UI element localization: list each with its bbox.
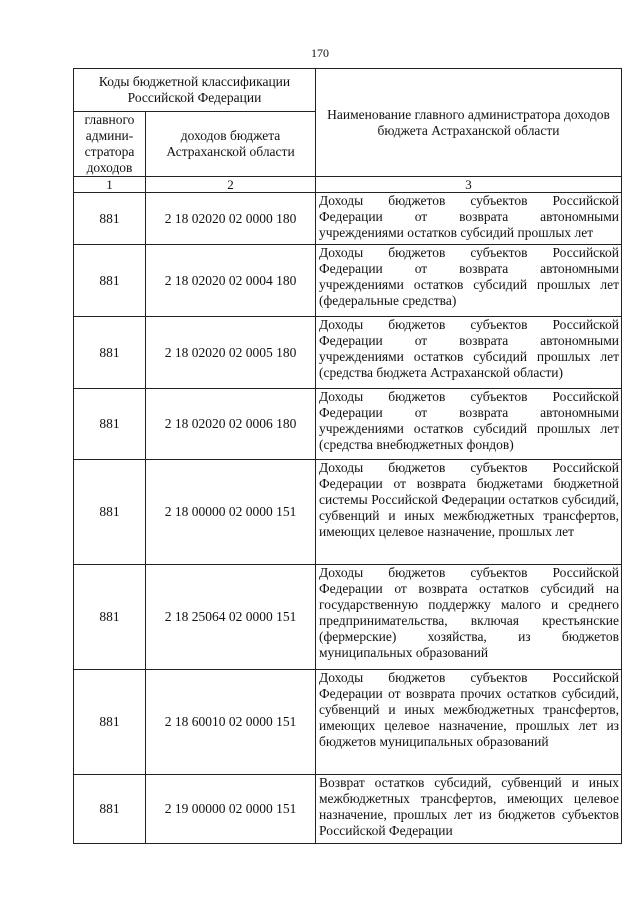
admin-code-cell: 881 <box>74 193 146 245</box>
income-code-cell: 2 18 02020 02 0005 180 <box>146 317 316 389</box>
income-name-cell: Доходы бюджетов субъектов Российской Федерации от возврата автономными учреждениями остатков субсидий прошлых лет (федеральные средства) <box>316 245 622 317</box>
admin-code-cell: 881 <box>74 775 146 844</box>
income-name-cell: Доходы бюджетов субъектов Российской Федерации от возврата остатков субсидий на государственную поддержку малого и среднего предпринимательства, включая крестьянские (фермерские) хозяйства, из бюджетов муниципальных образований <box>316 565 622 670</box>
admin-code-cell: 881 <box>74 317 146 389</box>
table-row <box>74 317 622 389</box>
income-name-cell: Доходы бюджетов субъектов Российской Федерации от возврата автономными учреждениями остатков субсидий прошлых лет <box>316 193 622 245</box>
table-row <box>74 775 622 844</box>
income-code-cell: 2 18 60010 02 0000 151 <box>146 670 316 775</box>
income-code-cell: 2 18 25064 02 0000 151 <box>146 565 316 670</box>
admin-code-cell: 881 <box>74 670 146 775</box>
col-number-2: 2 <box>146 177 316 193</box>
income-name-cell: Доходы бюджетов субъектов Российской Федерации от возврата прочих остатков субсидий, субвенций и иных межбюджетных трансфертов, имеющих целевое назначение, прошлых лет из бюджетов муниципальных образований <box>316 670 622 775</box>
income-code-cell: 2 18 02020 02 0004 180 <box>146 245 316 317</box>
table-row <box>74 460 622 565</box>
income-name-cell: Доходы бюджетов субъектов Российской Федерации от возврата автономными учреждениями остатков субсидий прошлых лет (средства внебюджетных фондов) <box>316 389 622 460</box>
income-code-cell: 2 18 02020 02 0000 180 <box>146 193 316 245</box>
income-code-cell: 2 19 00000 02 0000 151 <box>146 775 316 844</box>
table-row <box>74 389 622 460</box>
page-number: 170 <box>311 46 329 60</box>
income-name-cell: Возврат остатков субсидий, субвенций и иных межбюджетных трансфертов, имеющих целевое назначение, прошлых лет из бюджетов субъектов Российской Федерации <box>316 775 622 844</box>
header-group-title: Коды бюджетной классификации Российской Федерации <box>74 69 316 112</box>
header-col3-title: Наименование главного администратора доходов бюджета Астраханской области <box>316 69 622 177</box>
admin-code-cell: 881 <box>74 245 146 317</box>
table-row <box>74 193 622 245</box>
table-row <box>74 565 622 670</box>
income-name-cell: Доходы бюджетов субъектов Российской Федерации от возврата автономными учреждениями остатков субсидий прошлых лет (средства бюджета Астраханской области) <box>316 317 622 389</box>
budget-classification-table <box>73 68 622 844</box>
income-code-cell: 2 18 00000 02 0000 151 <box>146 460 316 565</box>
header-col2-title: доходов бюджета Астраханской области <box>146 112 316 177</box>
admin-code-cell: 881 <box>74 565 146 670</box>
table-row <box>74 670 622 775</box>
income-code-cell: 2 18 02020 02 0006 180 <box>146 389 316 460</box>
admin-code-cell: 881 <box>74 389 146 460</box>
col-number-1: 1 <box>74 177 146 193</box>
income-name-cell: Доходы бюджетов субъектов Российской Федерации от возврата бюджетами бюджетной системы Российской Федерации остатков субсидий, субвенций и иных межбюджетных трансфертов, имеющих целевое назначение, прошлых лет <box>316 460 622 565</box>
header-col1-title: главного админи- стратора доходов <box>74 112 146 177</box>
table-row <box>74 245 622 317</box>
admin-code-cell: 881 <box>74 460 146 565</box>
col-number-3: 3 <box>316 177 622 193</box>
